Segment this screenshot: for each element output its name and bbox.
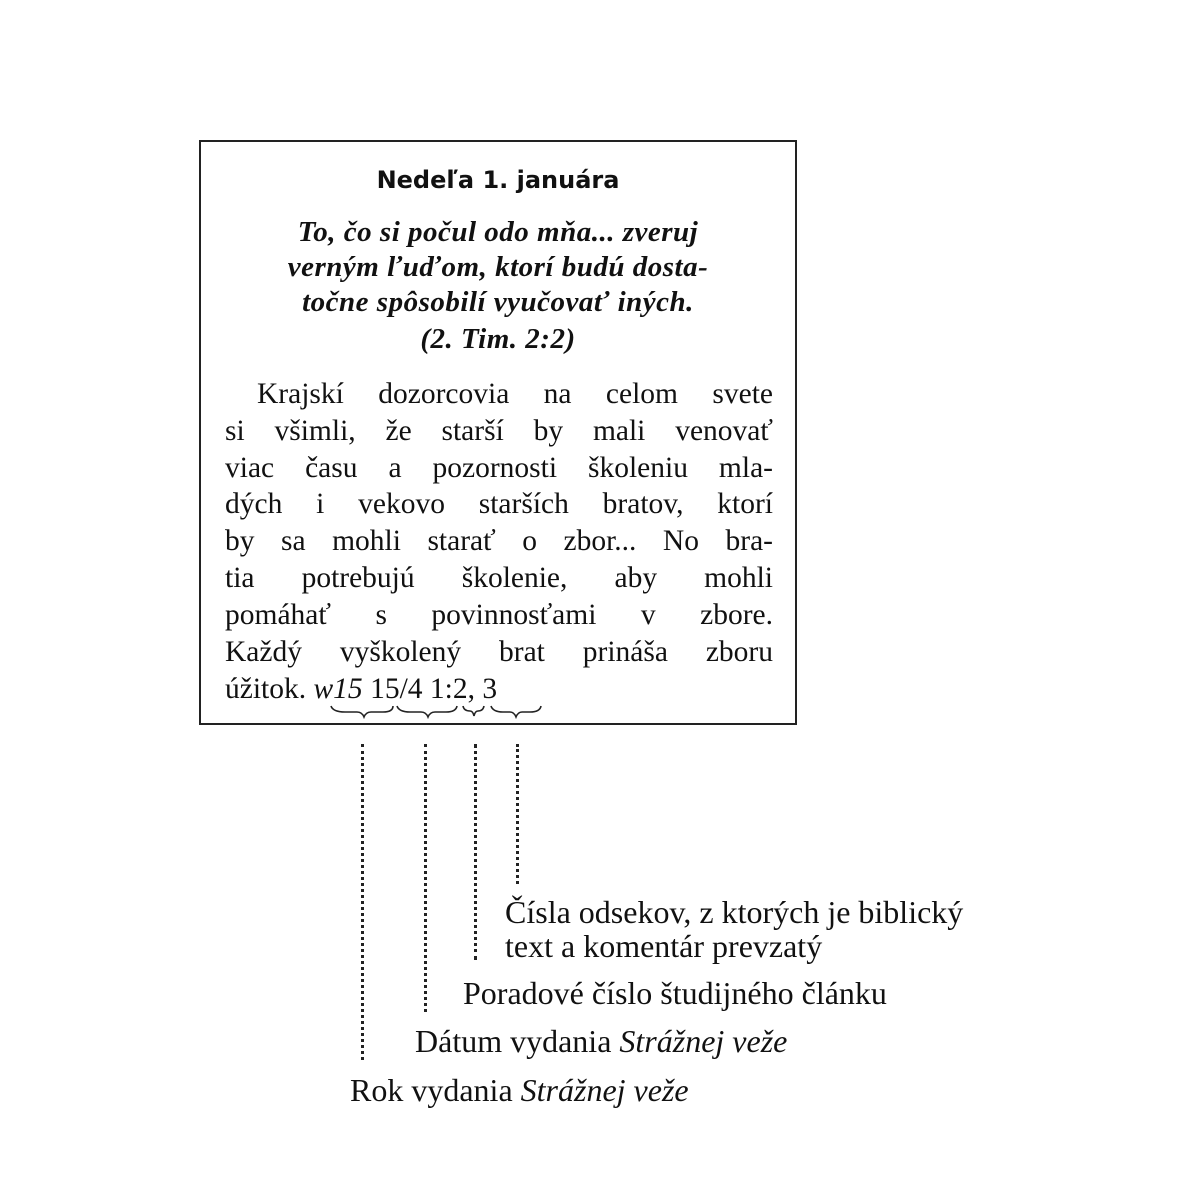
body-line: tia potrebujú školenie, aby mohli	[225, 562, 773, 594]
verse-line: točne spôsobilí vyučovať iných.	[302, 286, 694, 318]
body-line: Krajskí dozorcovia na celom svete	[257, 378, 773, 410]
verse-line: verným ľuďom, ktorí budú dosta-	[287, 251, 709, 283]
date-heading: Nedeľa 1. januára	[376, 166, 620, 194]
reference-year: w15	[313, 673, 363, 705]
body-line: viac času a pozornosti školeniu mla-	[225, 452, 773, 484]
brace-paragraphs	[491, 706, 541, 717]
leader-article	[474, 744, 477, 960]
leader-paragraphs	[516, 744, 519, 884]
body-end-text: úžitok.	[225, 673, 307, 705]
body-line: si všimli, že starší by mali venovať	[225, 415, 773, 447]
verse-line: To, čo si počul odo mňa... zveruj	[297, 216, 699, 248]
legend-year-text: Rok vydania	[350, 1072, 521, 1108]
legend-paragraphs-line: Čísla odsekov, z ktorých je biblický	[505, 894, 964, 930]
legend-article: Poradové číslo študijného článku	[463, 975, 887, 1011]
legend-paragraphs-line: text a komentár prevzatý	[505, 928, 823, 964]
body-line: Každý vyškolený brat prináša zboru	[225, 636, 773, 668]
verse-citation: (2. Tim. 2:2)	[420, 323, 576, 355]
leader-date	[424, 744, 427, 1012]
body-line: dých i vekovo starších bratov, ktorí	[225, 488, 773, 520]
legend-year-title: Strážnej veže	[520, 1072, 689, 1108]
legend-year	[350, 1073, 689, 1107]
brace-year	[331, 706, 393, 717]
leader-year	[361, 744, 364, 1060]
brace-date	[397, 706, 457, 717]
body-line: pomáhať s povinnosťami v zbore.	[225, 599, 773, 631]
reference-paragraphs: 2, 3	[452, 673, 498, 705]
brace-article	[463, 706, 484, 716]
reference-date: 15/4	[370, 673, 423, 705]
body-line: by sa mohli starať o zbor... No bra-	[225, 525, 773, 557]
legend-paragraphs	[505, 895, 963, 963]
legend-date-title: Strážnej veže	[619, 1023, 788, 1059]
reference-article: 1:	[429, 673, 453, 705]
legend-date-text: Dátum vydania	[415, 1023, 620, 1059]
legend-date	[415, 1024, 787, 1058]
